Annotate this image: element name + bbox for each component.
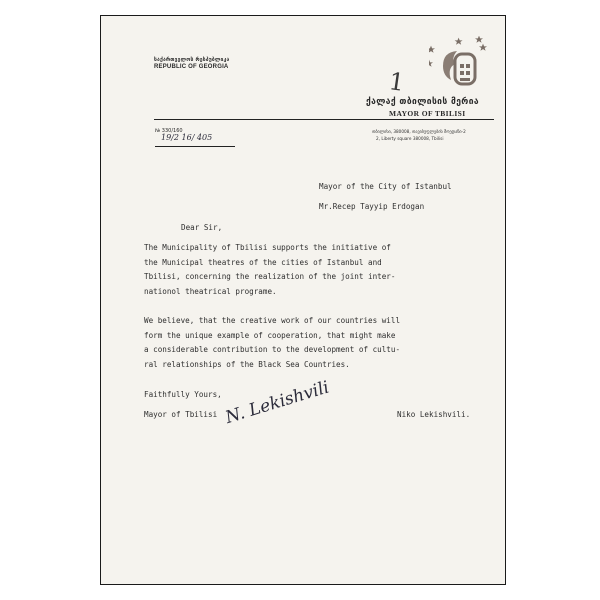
signer-name: Niko Lekishvili. <box>397 410 471 419</box>
paragraph-line: The Municipality of Tbilisi supports the initiative of <box>144 243 391 252</box>
address-georgian: თბილისი, 380008, თავისუფლების მოედანი-2 <box>372 129 466 134</box>
mayor-title-georgian: ქალაქ თბილისის მერია <box>366 97 480 107</box>
paragraph-line: nationol theatrical programe. <box>144 286 277 296</box>
salutation: Dear Sir, <box>181 223 223 232</box>
paragraph-2 <box>144 314 400 372</box>
country-georgian: საქართველოს რესპუბლიკა <box>154 57 230 63</box>
recipient-line-1: Mayor of the City of Istanbul <box>319 182 452 191</box>
address-english: 2, Liberty square 380008, Tbilisi <box>376 136 444 141</box>
reference-handwritten: 19/2 16/ 405 <box>161 133 213 142</box>
handwritten-mark: 1 <box>387 67 407 97</box>
reference-underline <box>155 146 235 147</box>
header-rule <box>154 119 494 120</box>
paragraph-line: form the unique example of cooperation, that might make <box>144 330 396 340</box>
mayor-title-english: MAYOR OF TBILISI <box>389 109 466 118</box>
tbilisi-emblem-icon <box>429 36 489 94</box>
paragraph-line: a considerable contribution to the development of cultu- <box>144 345 401 355</box>
letter-page <box>100 15 506 585</box>
country-english: REPUBLIC OF GEORGIA <box>154 64 229 70</box>
signer-title: Mayor of Tbilisi <box>144 410 218 419</box>
recipient-line-2: Mr.Recep Tayyip Erdogan <box>319 202 425 211</box>
paragraph-line: the Municipal theatres of the cities of Istanbul and <box>144 257 382 267</box>
reference-label: № 330/160 <box>155 128 183 134</box>
paragraph-line: ral relationships of the Black Sea Countries. <box>144 359 350 369</box>
paragraph-1 <box>144 241 395 299</box>
paragraph-line: We believe, that the creative work of our countries will <box>144 316 401 325</box>
signature: N. Lekishvili <box>223 377 332 428</box>
closing: Faithfully Yours, <box>144 390 222 399</box>
paragraph-line: Tbilisi, concerning the realization of the joint inter- <box>144 272 396 282</box>
